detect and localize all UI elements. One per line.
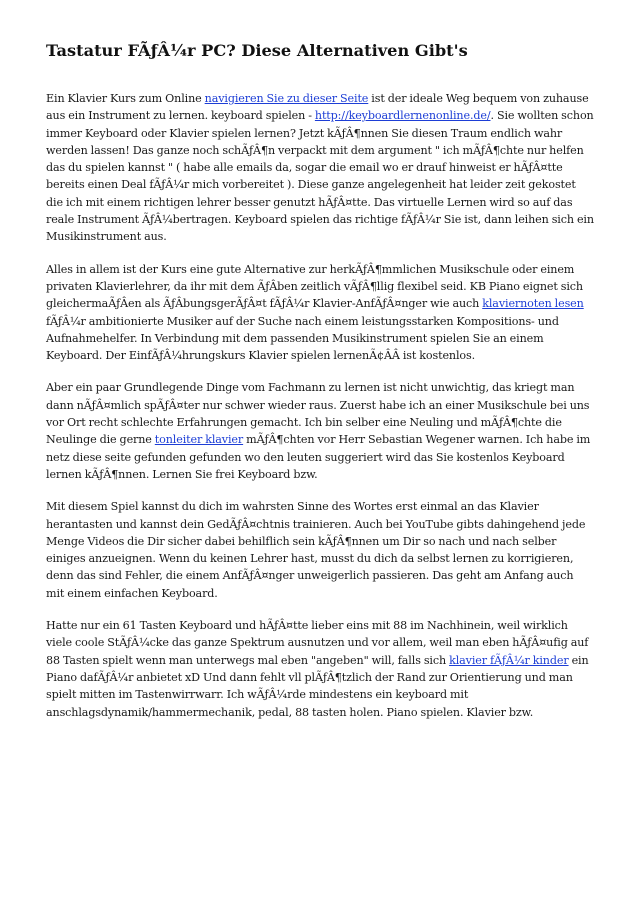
paragraph-5-text-a: Hatte nur ein 61 Tasten Keyboard und hÃƒÂ¤tte lieber eins mit 88 im Nachhinein, weil wirklich viele coole StÃƒÂ¼cke das ganze Spektrum ausnutzen und vor allem, weil man eben hÃƒÂ¤ufig auf 88 Tasten spielt wenn man unterwegs mal eben "angeben" will, falls sich (46, 619, 589, 667)
link-navigate-page[interactable]: navigieren Sie zu dieser Seite (204, 92, 369, 105)
paragraph-1-text-b: ist der ideale Weg bequem von zuhause aus ein Instrument zu lernen. keyboard spielen - (46, 92, 589, 123)
link-klavier-fuer-kinder[interactable]: klavier fÃƒÂ¼r kinder (449, 653, 569, 667)
paragraph-5 (46, 617, 594, 721)
paragraph-2 (46, 261, 594, 365)
link-klaviernoten-lesen[interactable]: klaviernoten lesen (482, 297, 584, 311)
link-keyboard-url[interactable]: http://keyboardlernenonline.de/ (314, 109, 491, 123)
link-tonleiter-klavier[interactable]: tonleiter klavier (154, 433, 244, 447)
paragraph-3 (46, 379, 594, 483)
paragraph-1-text-c: . Sie wollten schon immer Keyboard oder Klavier spielen lernen? Jetzt kÃƒÂ¶nnen Sie diesen Traum endlich wahr werden lassen! Das ganze noch schÃƒÂ¶n verpackt mit dem argument " ich mÃƒÂ¶chte nur helfen das du spielen kannst " ( habe alle emails da, sogar die email wo er drauf hinweist er hÃƒÂ¤tte bereits einen Deal fÃƒÂ¼r mich vorbereitet ). Diese ganze angelegenheit hat leider zeit gekostet die ich mit einem richtigen lehrer besser genutzt hÃƒÂ¤tte. Das virtuelle Lernen wird so auf das reale Instrument ÃƒÂ¼bertragen. Keyboard spielen das richtige fÃƒÂ¼r Sie ist, dann leihen sich ein Musikinstrument aus. (46, 109, 594, 244)
paragraph-4 (46, 498, 594, 602)
paragraph-1-text-a: Ein Klavier Kurs zum Online (46, 92, 205, 105)
page-title: Tastatur FÃƒÂ¼r PC? Diese Alternativen Gibt's (46, 41, 468, 60)
paragraph-2-text-b: fÃƒÂ¼r ambitionierte Musiker auf der Suche nach einem leistungsstarken Kompositions- und Aufnahmehelfer. In Verbindung mit dem passenden Musikinstrument spielen Sie an einem Keyboard. Der EinfÃƒÂ¼hrungskurs Klavier spielen lernenÃ¢ÂÂ ist kostenlos. (46, 314, 559, 363)
paragraph-5-text-b: ein Piano dafÃƒÂ¼r anbietet xD Und dann fehlt vll plÃƒÂ¶tzlich der Rand zur Orientierung und man spielt mitten im Tastenwirrwarr. Ich wÃƒÂ¼rde mindestens ein keyboard mit anschlagsdynamik/hammermechanik, pedal, 88 tasten holen. Piano spielen. Klavier bzw. (46, 653, 589, 719)
paragraph-2-text-a: Alles in allem ist der Kurs eine gute Alternative zur herkÃƒÂ¶mmlichen Musikschule oder einem privaten Klavierlehrer, da ihr mit dem ÃƒÂben zeitlich vÃƒÂ¶llig flexibel seid. KB Piano eignet sich gleichermaÃƒÂen als ÃƒÂbungsgerÃƒÂ¤t fÃƒÂ¼r Klavier-AnfÃƒÂ¤nger wie auch (46, 262, 583, 311)
paragraph-4-text: Mit diesem Spiel kannst du dich im wahrsten Sinne des Wortes erst einmal an das Klavier herantasten und kannst dein GedÃƒÂ¤chtnis trainieren. Auch bei YouTube gibts dahingehend jede Menge Videos die Dir sicher dabei behilflich sein kÃƒÂ¶nnen um Dir so nach und nach selber einiges anzueignen. Wenn du keinen Lehrer hast, musst du dich da selbst lernen zu korrigieren, denn das sind Fehler, die einem AnfÃƒÂ¤nger unweigerlich passieren. Das geht am Anfang auch mit einem einfachen Keyboard. (46, 500, 586, 600)
paragraph-3-text-b: mÃƒÂ¶chten vor Herr Sebastian Wegener warnen. Ich habe im netz diese seite gefunden gefunden wo den leuten suggeriert wird das Sie kostenlos Keyboard lernen kÃƒÂ¶nnen. Lernen Sie frei Keyboard bzw. (46, 433, 591, 481)
paragraph-1 (46, 90, 594, 246)
paragraph-3-text-a: Aber ein paar Grundlegende Dinge vom Fachmann zu lernen ist nicht unwichtig, das kriegt man dann nÃƒÂ¤mlich spÃƒÂ¤ter nur schwer wieder raus. Zuerst habe ich an einer Musikschule bei uns vor Ort recht schlechte Erfahrungen gemacht. Ich bin selber eine Neuling und mÃƒÂ¶chte die Neulinge die gerne (46, 381, 590, 447)
